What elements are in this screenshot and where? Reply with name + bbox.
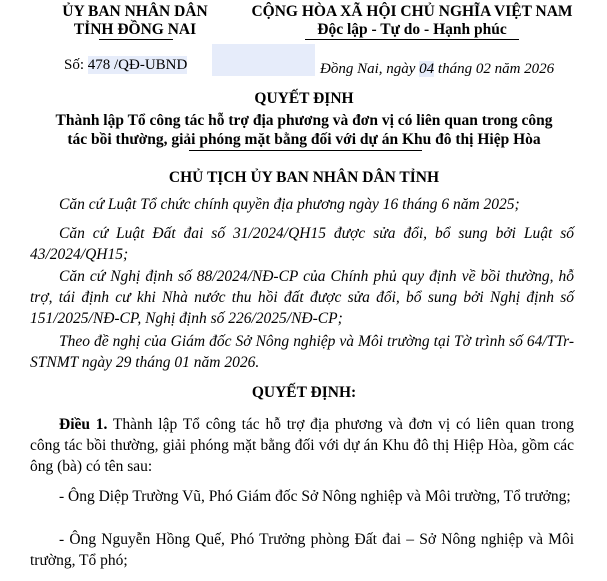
doc-number-prefix: Số: xyxy=(64,57,88,73)
date-day: 04 xyxy=(419,61,435,77)
national-motto: Độc lập - Tự do - Hạnh phúc xyxy=(317,21,507,38)
article-1-label: Điều 1. xyxy=(59,416,108,433)
national-title: CỘNG HÒA XÃ HỘI CHỦ NGHĨA VIỆT NAM xyxy=(251,3,573,20)
highlight-box xyxy=(212,44,315,76)
legal-basis-2: Căn cứ Luật Đất đai số 31/2024/QH15 được sửa đổi, bổ sung bởi Luật số 43/2024/QH15; xyxy=(30,225,574,263)
legal-basis-1: Căn cứ Luật Tổ chức chính quyền địa phương ngày 16 tháng 6 năm 2025; xyxy=(59,196,520,213)
issuer-underline xyxy=(99,39,173,40)
subject-underline xyxy=(189,150,422,151)
doc-number-suffix: /QĐ-UBND xyxy=(110,57,188,73)
issuer-name-line1: ỦY BAN NHÂN DÂN xyxy=(62,3,208,20)
decision-subject xyxy=(30,111,578,149)
date-prefix: Đồng Nai, ngày xyxy=(320,61,420,77)
article-1 xyxy=(30,414,574,477)
motto-underline xyxy=(305,39,519,40)
legal-basis-3: Căn cứ Nghị định số 88/2024/NĐ-CP của Chính phủ quy định về bồi thường, hỗ trợ, tái định cư khi Nhà nước thu hồi đất được sửa đổi, bổ sung bởi Nghị định số 151/2025/NĐ-CP, Nghị định số 226/2025/NĐ-CP; xyxy=(30,268,574,327)
issuer-name-line2: TỈNH ĐỒNG NAI xyxy=(73,21,197,38)
authority-heading: CHỦ TỊCH ỦY BAN NHÂN DÂN TỈNH xyxy=(168,169,440,186)
document-number xyxy=(64,56,187,74)
member-item: - Ông Nguyễn Hồng Quế, Phó Trưởng phòng Đất đai – Sở Nông nghiệp và Môi trường, Tổ phó; xyxy=(30,531,574,569)
decision-subject-line2: tác bồi thường, giải phóng mặt bằng đối với dự án Khu đô thị Hiệp Hòa xyxy=(67,131,541,148)
date-suffix: tháng 02 năm 2026 xyxy=(434,61,555,77)
issue-date xyxy=(320,60,554,78)
article-1-text: Thành lập Tổ công tác hỗ trợ địa phương và đơn vị có liên quan trong công tác bồi thường, giải phóng mặt bằng đối với dự án Khu đô thị Hiệp Hòa, gồm các ông (bà) có tên sau: xyxy=(30,416,575,475)
legal-basis-4: Theo đề nghị của Giám đốc Sở Nông nghiệp và Môi trường tại Tờ trình số 64/TTr-STNMT ngày 29 tháng 01 năm 2026. xyxy=(30,333,574,371)
decision-title: QUYẾT ĐỊNH xyxy=(254,90,354,107)
doc-number-value: 478 xyxy=(87,57,111,73)
decision-subject-line1: Thành lập Tổ công tác hỗ trợ địa phương và đơn vị có liên quan trong công xyxy=(55,112,553,129)
decide-heading: QUYẾT ĐỊNH: xyxy=(251,384,357,401)
member-item: - Ông Diệp Trường Vũ, Phó Giám đốc Sở Nông nghiệp và Môi trường, Tổ trưởng; xyxy=(59,488,571,505)
